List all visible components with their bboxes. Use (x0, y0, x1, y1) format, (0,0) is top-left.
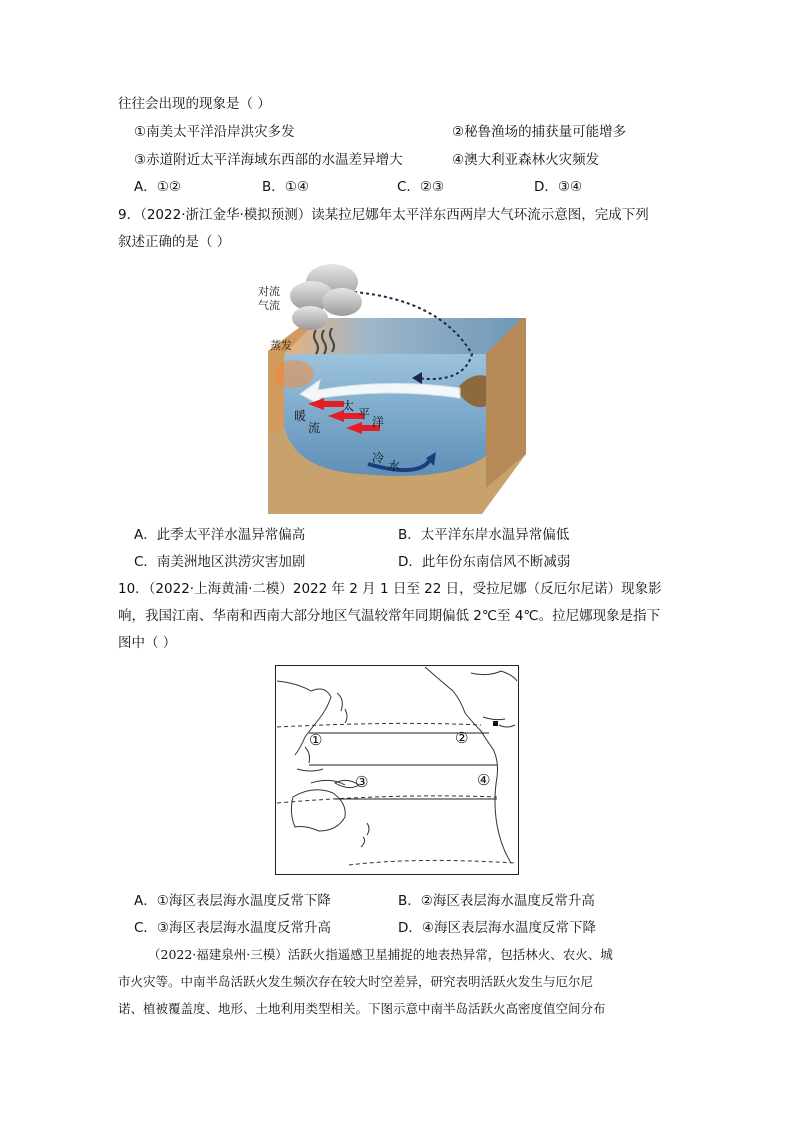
map-marker (493, 721, 498, 726)
q10-stem-line-2: 响，我国江南、华南和西南大部分地区气温较常年同期偏低 2℃至 4℃。拉尼娜现象是指下 (118, 608, 661, 624)
label-pacific-1: 太 (342, 399, 355, 413)
q8-option-c[interactable]: C．②③ (397, 179, 445, 195)
q10-stem-line-3: 图中（ ） (118, 635, 177, 651)
q8-option-b[interactable]: B．①④ (262, 179, 309, 195)
passage-line-1: （2022·福建泉州·三模）活跃火指遥感卫星捕捉的地表热异常，包括林火、农火、城 (148, 947, 613, 962)
label-warm-2: 流 (308, 421, 321, 435)
pacific-ocean-map (275, 665, 519, 875)
q9-stem-line-1: 9．（2022·浙江金华·模拟预测）读某拉尼娜年太平洋东西两岸大气环流示意图，完成下列 (118, 207, 649, 223)
q9-option-d[interactable]: D．此年份东南信风不断减弱 (398, 554, 571, 570)
q9-option-c[interactable]: C．南美洲地区洪涝灾害加剧 (134, 554, 306, 570)
label-convection-2: 气流 (258, 299, 280, 312)
q10-option-c[interactable]: C．③海区表层海水温度反常升高 (134, 920, 332, 936)
passage-line-2: 市火灾等。中南半岛活跃火发生频次存在较大时空差异，研究表明活跃火发生与厄尔尼 (118, 974, 594, 989)
q8-option-d[interactable]: D．③④ (534, 179, 583, 195)
q8-item-2: ②秘鲁渔场的捕获量可能增多 (452, 124, 627, 140)
passage-line-3: 诺、植被覆盖度、地形、土地利用类型相关。下图示意中南半岛活跃火高密度值空间分布 (118, 1001, 606, 1016)
q8-stem-end: 往往会出现的现象是（ ） (118, 96, 271, 112)
label-warm-1: 暖 (294, 409, 307, 423)
warm-glow (274, 360, 314, 388)
map-frame (276, 666, 519, 875)
q9-stem-line-2: 叙述正确的是（ ） (118, 234, 231, 250)
q10-option-d[interactable]: D．④海区表层海水温度反常下降 (398, 920, 596, 936)
q9-option-a[interactable]: A．此季太平洋水温异常偏高 (134, 527, 306, 543)
q8-item-1: ①南美太平洋沿岸洪灾多发 (134, 124, 295, 140)
label-evaporation: 蒸发 (270, 339, 292, 352)
q8-item-4: ④澳大利亚森林火灾频发 (452, 152, 600, 168)
sea-area-3-label: ③ (355, 773, 369, 791)
q10-option-a[interactable]: A．①海区表层海水温度反常下降 (134, 893, 331, 909)
label-convection-1: 对流 (258, 285, 280, 298)
label-pacific-3: 洋 (372, 415, 385, 429)
q8-option-a[interactable]: A．①② (134, 179, 181, 195)
sea-area-4-label: ④ (477, 771, 491, 789)
label-cold-2: 水 (388, 459, 401, 473)
sea-area-1-label: ① (309, 731, 323, 749)
q10-stem-line-1: 10．（2022·上海黄浦·二模）2022 年 2 月 1 日至 22 日，受拉尼娜（反厄尔尼诺）现象影 (118, 581, 662, 597)
label-pacific-2: 平 (358, 407, 371, 421)
la-nina-circulation-diagram (250, 256, 530, 518)
label-cold-1: 冷 (372, 451, 385, 465)
q8-item-3: ③赤道附近太平洋海域东西部的水温差异增大 (134, 152, 403, 168)
ocean-cross-section (284, 354, 486, 476)
q10-option-b[interactable]: B．②海区表层海水温度反常升高 (398, 893, 595, 909)
sea-area-2-label: ② (455, 729, 469, 747)
q9-option-b[interactable]: B．太平洋东岸水温异常偏低 (398, 527, 570, 543)
